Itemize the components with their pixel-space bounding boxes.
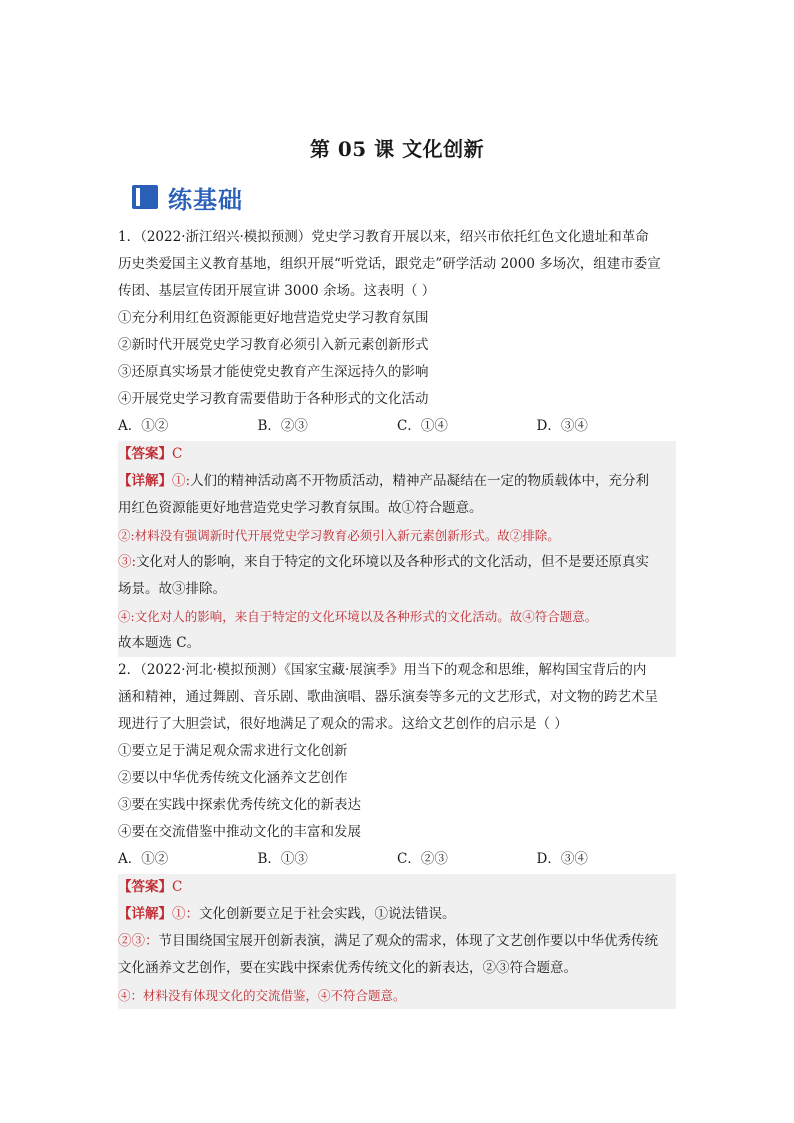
answer-value: C xyxy=(172,879,183,895)
option-statement: ④要在交流借鉴中推动文化的丰富和发展 xyxy=(118,824,361,840)
choice-d[interactable]: D．③④ xyxy=(536,851,588,867)
detail-text: 节目围绕国宝展开创新表演，满足了观众的需求，体现了文艺创作要以中华优秀传统 xyxy=(158,933,658,949)
choice-c[interactable]: C．②③ xyxy=(397,851,448,867)
choice-b[interactable]: B．②③ xyxy=(257,418,308,434)
option-statement: ①要立足于满足观众需求进行文化创新 xyxy=(118,743,348,759)
choice-a[interactable]: A．①② xyxy=(118,418,169,434)
answer-value: C xyxy=(172,446,183,462)
detail-text: 材料没有强调新时代开展党史学习教育必须引入新元素创新形式。故②排除。 xyxy=(134,528,560,543)
choice-b[interactable]: B．①③ xyxy=(257,851,308,867)
option-statement: ④开展党史学习教育需要借助于各种形式的文化活动 xyxy=(118,391,429,407)
detail-text: 文化创新要立足于社会实践，①说法错误。 xyxy=(199,906,456,922)
answer-box xyxy=(118,441,676,657)
detail-line xyxy=(118,576,676,603)
option-statement: ③还原真实场景才能使党史教育产生深远持久的影响 xyxy=(118,364,429,380)
answer-tag: 【答案】 xyxy=(118,446,172,462)
detail-lead: ④： xyxy=(118,988,144,1003)
detail-lead: ①： xyxy=(172,906,199,922)
option-statement: ①充分利用红色资源能更好地营造党史学习教育氛围 xyxy=(118,310,429,326)
detail-line xyxy=(118,928,676,955)
book-icon xyxy=(130,183,160,211)
detail-tag: 【详解】 xyxy=(118,906,172,922)
detail-lead: ②③： xyxy=(118,933,159,949)
question-stem-line: 2．（2022·河北·模拟预测）《国家宝藏·展演季》用当下的观念和思维，解构国宝背后的内 xyxy=(118,662,647,678)
detail-tag: 【详解】 xyxy=(118,473,172,489)
section-label: 练基础 xyxy=(168,185,243,214)
page-title: 第 05 课 文化创新 xyxy=(309,137,485,161)
detail-text: 材料没有体现文化的交流借鉴，④不符合题意。 xyxy=(143,988,406,1003)
option-statement: ③要在实践中探索优秀传统文化的新表达 xyxy=(118,797,361,813)
detail-lead: ④: xyxy=(118,609,135,624)
detail-line xyxy=(118,630,676,657)
answer-choices xyxy=(118,413,676,440)
answer-box xyxy=(118,874,676,1009)
detail-text: 故本题选 C。 xyxy=(118,635,201,651)
choice-d[interactable]: D．③④ xyxy=(536,418,588,434)
answer-line xyxy=(118,441,676,468)
choice-c[interactable]: C．①④ xyxy=(397,418,448,434)
option-statement: ②要以中华优秀传统文化涵养文艺创作 xyxy=(118,770,348,786)
detail-line xyxy=(118,468,676,495)
detail-line xyxy=(118,982,676,1009)
detail-text: 人们的精神活动离不开物质活动，精神产品凝结在一定的物质载体中，充分利 xyxy=(190,473,650,489)
detail-lead: ①: xyxy=(172,473,191,489)
detail-line xyxy=(118,603,676,630)
detail-line xyxy=(118,955,676,982)
detail-text: 用红色资源能更好地营造党史学习教育氛围。故①符合题意。 xyxy=(118,500,483,516)
answer-line xyxy=(118,874,676,901)
question-stem-line: 1．（2022·浙江绍兴·模拟预测）党史学习教育开展以来，绍兴市依托红色文化遗址和革命 xyxy=(118,229,649,245)
answer-tag: 【答案】 xyxy=(118,879,172,895)
detail-text: 场景。故③排除。 xyxy=(118,581,226,597)
detail-line xyxy=(118,495,676,522)
question-stem-line: 现进行了大胆尝试，很好地满足了观众的需求。这给文艺创作的启示是（ ） xyxy=(118,716,568,732)
question-list xyxy=(118,224,676,1009)
detail-text: 文化对人的影响，来自于特定的文化环境以及各种形式的文化活动，但不是要还原真实 xyxy=(136,554,650,570)
detail-lead: ②: xyxy=(118,528,135,543)
question-stem-line: 历史类爱国主义教育基地，组织开展“听党话，跟党走”研学活动 2000 多场次，组建市委宣 xyxy=(118,256,661,272)
choice-a[interactable]: A．①② xyxy=(118,851,169,867)
question-1 xyxy=(118,224,676,657)
question-2 xyxy=(118,657,676,1009)
detail-lead: ③: xyxy=(118,554,137,570)
option-statement: ②新时代开展党史学习教育必须引入新元素创新形式 xyxy=(118,337,429,353)
question-stem-line: 涵和精神，通过舞剧、音乐剧、歌曲演唱、器乐演奏等多元的文艺形式，对文物的跨艺术呈 xyxy=(118,689,658,705)
detail-text: 文化对人的影响，来自于特定的文化环境以及各种形式的文化活动。故④符合题意。 xyxy=(134,609,598,624)
detail-text: 文化涵养文艺创作，要在实践中探索优秀传统文化的新表达，②③符合题意。 xyxy=(118,960,577,976)
detail-line xyxy=(118,549,676,576)
section-header xyxy=(130,180,243,214)
answer-choices xyxy=(118,846,676,873)
detail-line xyxy=(118,522,676,549)
detail-line xyxy=(118,901,676,928)
question-stem-line: 传团、基层宣传团开展宣讲 3000 余场。这表明（ ） xyxy=(118,283,436,299)
